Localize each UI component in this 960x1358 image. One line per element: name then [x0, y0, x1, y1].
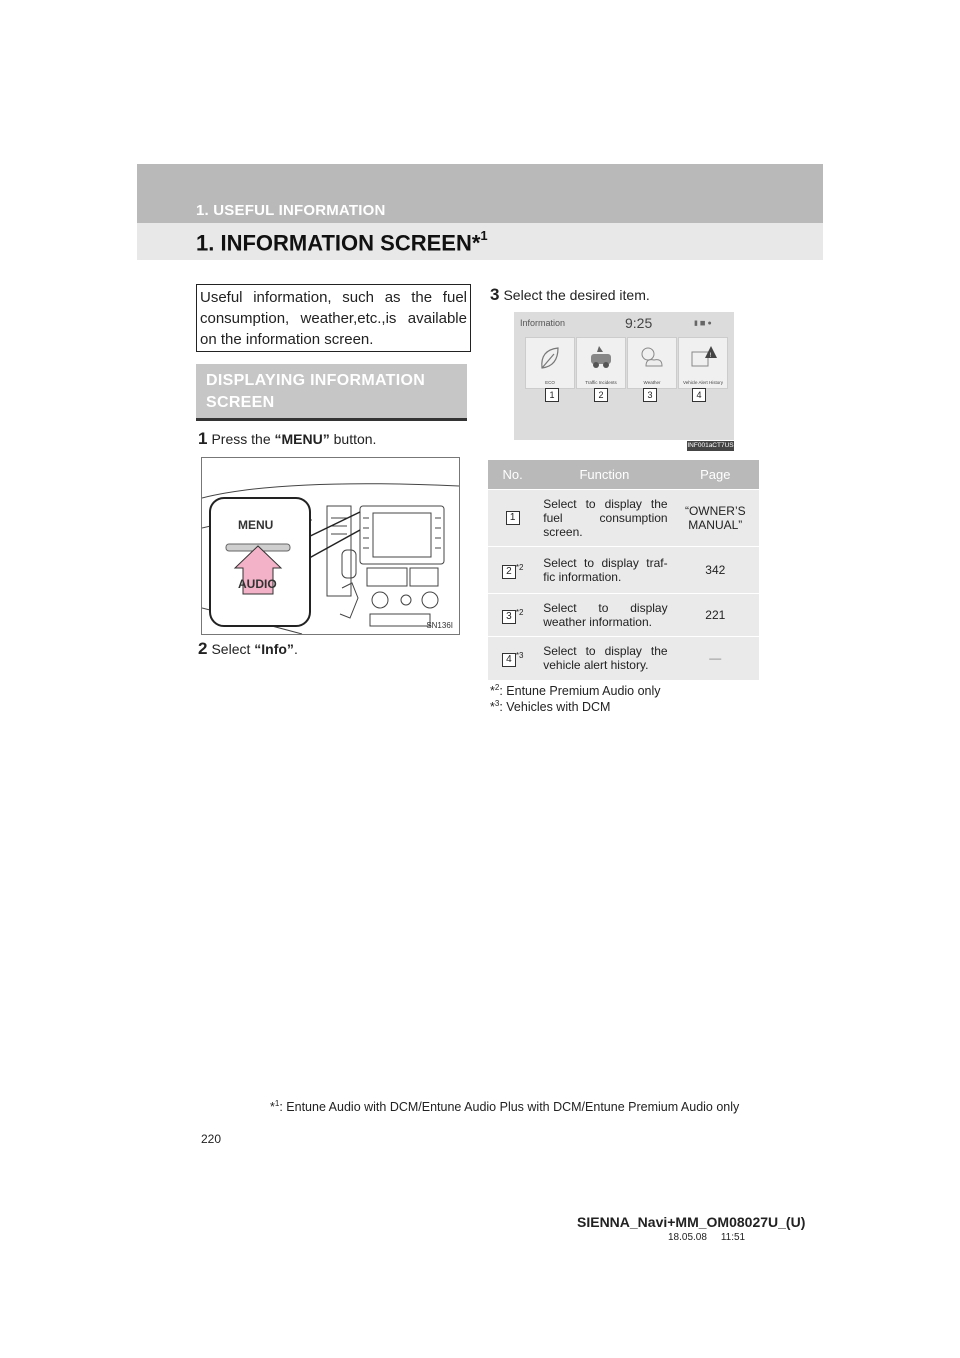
dashboard-illustration [201, 457, 460, 635]
leaf-icon [526, 338, 574, 378]
footnote-sup: 1 [274, 1099, 280, 1108]
note-mark: * [490, 684, 495, 699]
print-timestamp: 18.05.08 11:51 [668, 1232, 746, 1243]
screen-title: Information [520, 318, 566, 328]
tile-weather[interactable] [627, 337, 677, 389]
status-icons: ▮ ◼ ● [694, 320, 712, 327]
screen-clock: 9:25 [625, 315, 653, 331]
illustration-code: SN136I [426, 621, 453, 630]
step-text: Select [211, 641, 255, 657]
step-bold: “MENU” [274, 431, 330, 447]
row-number [488, 594, 537, 637]
tile-label: Traffic Incidents [585, 380, 617, 385]
step-number: 1 [198, 429, 208, 448]
footnote-mark: * [270, 1100, 275, 1115]
callout-3: 3 [643, 388, 657, 402]
note-sup: 2 [494, 683, 500, 692]
row-mark: *3 [515, 651, 524, 661]
number-box: 1 [506, 511, 520, 525]
band-line-1: DISPLAYING INFORMATION [206, 372, 426, 389]
page-header [137, 164, 823, 260]
tile-label: Weather [643, 380, 661, 385]
row-mark: *2 [515, 563, 524, 573]
information-screen [514, 312, 734, 440]
note-3 [490, 699, 610, 714]
step-text: Press the [211, 431, 275, 447]
tile-label: ECO [545, 380, 555, 385]
table-header-row [488, 460, 759, 490]
tile-label: Vehicle Alert History [682, 380, 724, 385]
callout-1: 1 [545, 388, 559, 402]
table-row [488, 637, 759, 680]
table-row [488, 594, 759, 637]
audio-button-label: AUDIO [238, 577, 277, 591]
row-function: Select to display traf- fic information. [537, 547, 671, 594]
step-number: 2 [198, 639, 208, 658]
note-mark: * [490, 700, 495, 715]
document-id: SIENNA_Navi+MM_OM08027U_(U) [577, 1214, 806, 1230]
function-table [488, 460, 759, 680]
alert-icon [679, 338, 727, 378]
step-1 [198, 429, 376, 449]
step-text-end: . [293, 641, 298, 657]
step-3 [490, 285, 650, 305]
screen-code: INF001aCT7US [687, 442, 734, 449]
table-row [488, 490, 759, 547]
row-number [488, 547, 537, 594]
row-function: Select to display the fuel consumption screen. [537, 490, 671, 547]
weather-icon [628, 338, 676, 378]
callout-2: 2 [594, 388, 608, 402]
intro-box: Useful information, such as the fuel consumption, weather,etc.,is available on the information screen. [196, 284, 471, 352]
row-number [488, 637, 537, 680]
row-page: 342 [672, 547, 759, 594]
footnote-1 [270, 1099, 739, 1114]
row-function: Select to display weather information. [537, 594, 671, 637]
note-2 [490, 683, 661, 698]
note-text: : Entune Premium Audio only [499, 684, 661, 699]
svg-text:!: ! [709, 352, 712, 359]
step-2 [198, 639, 298, 659]
row-page: “OWNER’S MANUAL” [672, 490, 759, 547]
note-sup: 3 [494, 699, 500, 708]
step-number: 3 [490, 285, 500, 304]
tile-traffic-incidents[interactable] [576, 337, 626, 389]
header-no: No. [488, 460, 537, 490]
menu-button-label: MENU [238, 518, 274, 532]
header-page: Page [672, 460, 759, 490]
page-title [196, 230, 488, 256]
number-box: 4 [502, 653, 516, 667]
tile-eco[interactable] [525, 337, 575, 389]
table-row [488, 547, 759, 594]
tile-vehicle-alert-history[interactable] [678, 337, 728, 389]
header-function: Function [537, 460, 671, 490]
section-band-title [206, 370, 425, 414]
row-page: — [672, 637, 759, 680]
section-band [196, 364, 467, 421]
step-text: Select the desired item. [503, 287, 650, 303]
section-label: 1. USEFUL INFORMATION [196, 202, 386, 219]
row-page: 221 [672, 594, 759, 637]
callout-4: 4 [692, 388, 706, 402]
footnote-text: : Entune Audio with DCM/Entune Audio Plus with DCM/Entune Premium Audio only [279, 1100, 740, 1115]
step-text-end: button. [329, 431, 377, 447]
title-footnote-mark: 1 [480, 228, 488, 243]
row-number [488, 490, 537, 547]
row-function: Select to display the vehicle alert history. [537, 637, 671, 680]
band-line-2: SCREEN [206, 394, 275, 411]
car-crash-icon [577, 338, 625, 378]
note-text: : Vehicles with DCM [499, 700, 611, 715]
step-bold: “Info” [254, 641, 294, 657]
page-title-text: 1. INFORMATION SCREEN* [196, 230, 481, 256]
number-box: 3 [502, 610, 516, 624]
page-number: 220 [201, 1132, 222, 1146]
dashboard-drawing [202, 458, 459, 634]
row-mark: *2 [515, 608, 524, 618]
number-box: 2 [502, 565, 516, 579]
